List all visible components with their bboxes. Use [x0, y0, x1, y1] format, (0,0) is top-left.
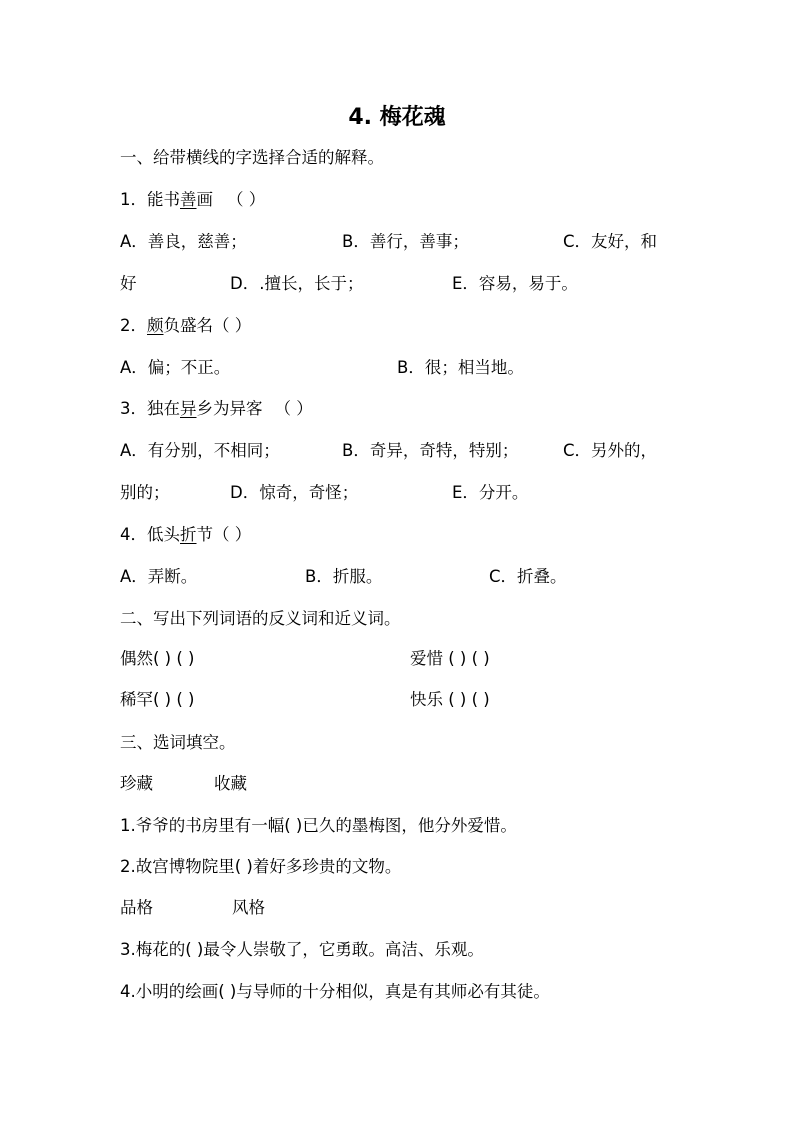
q2-stem-pre: 2． [120, 316, 147, 335]
section3-sentence-4: 4.小明的绘画( )与导师的十分相似，真是有其师必有其徒。 [120, 982, 550, 1001]
section3-sentence-2: 2.故宫博物院里( )着好多珍贵的文物。 [120, 857, 402, 876]
section3-sentence-1: 1.爷爷的书房里有一幅( )已久的墨梅图，他分外爱惜。 [120, 816, 517, 835]
q3-stem [120, 397, 313, 421]
q1-stem-post: 画 [196, 190, 213, 209]
word-choice-shoucang: 收藏 [214, 774, 247, 793]
q1-option-d: D．.擅长，长于； [230, 274, 364, 293]
q3-option-b: B．奇异，奇特，特别； [342, 441, 519, 460]
section3-word-group-1 [120, 772, 420, 796]
page-title: 4. 梅花魂 [348, 105, 446, 130]
section2-word-4: 快乐 ( ) ( ) [410, 690, 490, 709]
q3-options-line2 [120, 481, 680, 505]
q1-option-b: B．善行，善事； [342, 232, 469, 251]
q3-option-a: A．有分别，不相同； [120, 441, 280, 460]
word-choice-zhencang: 珍藏 [120, 774, 153, 793]
section3-heading: 三、选词填空。 [120, 733, 236, 752]
section3-word-group-2 [120, 896, 420, 920]
section2-word-1: 偶然( ) ( ) [120, 649, 195, 668]
q4-stem [120, 523, 251, 547]
q2-stem-post: 负盛名（ ） [163, 316, 252, 335]
q1-option-c-cont: 好 [120, 274, 137, 293]
q3-options-line1 [120, 439, 680, 463]
q2-option-b: B．很；相当地。 [397, 358, 524, 377]
q1-options-line1 [120, 230, 680, 254]
word-choice-fengge: 风格 [232, 898, 265, 917]
q4-option-c: C．折叠。 [489, 567, 567, 586]
q1-marked-char: 善 [180, 190, 197, 209]
q3-stem-pre: 3．独在 [120, 399, 180, 418]
q1-option-c: C．友好，和 [563, 232, 658, 251]
q2-stem [120, 314, 251, 338]
q1-options-line2 [120, 272, 680, 296]
q4-stem-pre: 4．低头 [120, 525, 180, 544]
q4-options [120, 565, 680, 589]
section1-heading: 一、给带横线的字选择合适的解释。 [120, 148, 384, 167]
section2-word-2: 爱惜 ( ) ( ) [410, 649, 490, 668]
q4-stem-post: 节（ ） [196, 525, 252, 544]
q3-option-c: C．另外的， [563, 441, 658, 460]
q1-answer-paren: （ ） [227, 190, 266, 209]
section2-word-3: 稀罕( ) ( ) [120, 690, 195, 709]
section3-sentence-3: 3.梅花的( )最令人崇敬了，它勇敢。高洁、乐观。 [120, 940, 484, 959]
q2-marked-char: 颇 [147, 316, 164, 335]
q3-option-d: D．惊奇，奇怪； [230, 483, 359, 502]
q3-marked-char: 异 [180, 399, 197, 418]
q3-option-c-cont: 别的； [120, 483, 170, 502]
section2-heading: 二、写出下列词语的反义词和近义词。 [120, 609, 401, 628]
section2-row-2 [120, 688, 680, 712]
q2-options [120, 356, 680, 380]
section2-row-1 [120, 647, 680, 671]
q1-stem-pre: 1．能书 [120, 190, 180, 209]
q3-answer-paren: （ ） [274, 399, 313, 418]
q4-option-a: A．弄断。 [120, 567, 198, 586]
q1-option-a: A．善良，慈善； [120, 232, 247, 251]
q4-option-b: B．折服。 [305, 567, 383, 586]
q1-stem [120, 188, 265, 212]
q2-option-a: A．偏；不正。 [120, 358, 231, 377]
q1-option-e: E．容易，易于。 [452, 274, 578, 293]
q3-stem-post: 乡为异客 [196, 399, 263, 418]
q3-option-e: E．分开。 [452, 483, 529, 502]
word-choice-pinge: 品格 [120, 898, 153, 917]
q4-marked-char: 折 [180, 525, 197, 544]
